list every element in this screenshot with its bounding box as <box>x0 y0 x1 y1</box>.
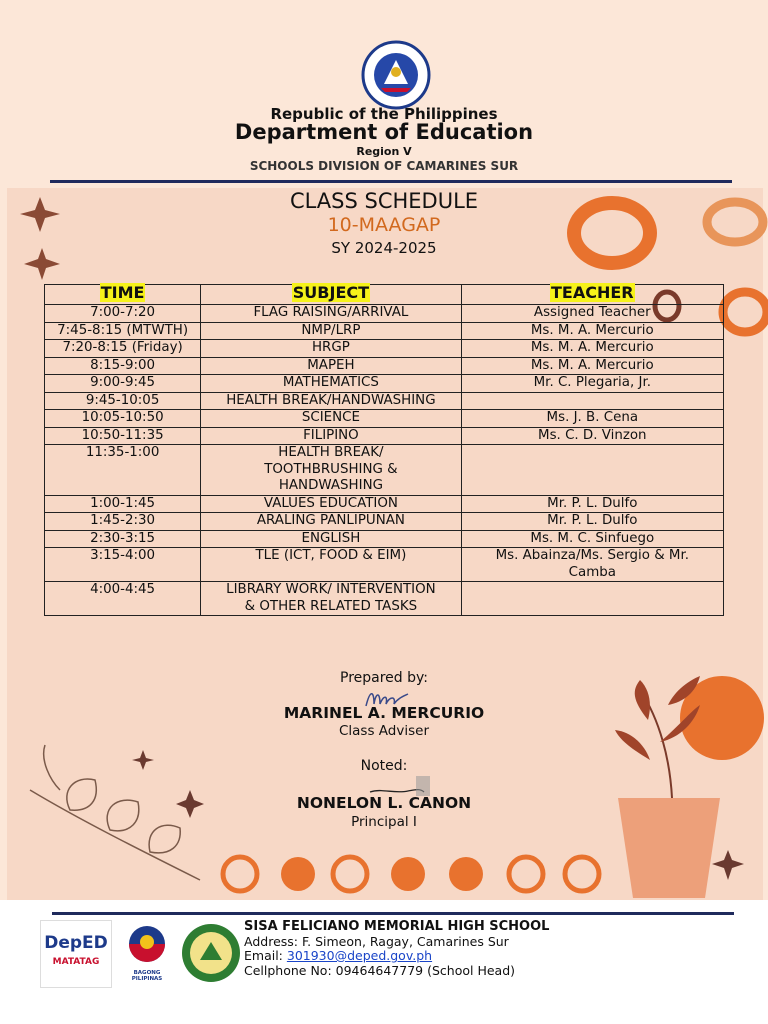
teacher-cell: Ms. J. B. Cena <box>461 410 723 428</box>
column-header-time: TIME <box>45 285 201 305</box>
subject-cell: TLE (ICT, FOOD & EIM) <box>201 548 461 582</box>
sun-emblem-icon <box>124 922 170 966</box>
subject-cell: VALUES EDUCATION <box>201 495 461 513</box>
division-text: SCHOOLS DIVISION OF CAMARINES SUR <box>249 159 519 173</box>
teacher-cell <box>461 445 723 496</box>
column-header-subject: SUBJECT <box>201 285 461 305</box>
table-row <box>45 548 724 582</box>
time-cell: 9:00-9:45 <box>45 375 201 393</box>
email-link[interactable]: 301930@deped.gov.ph <box>286 948 433 963</box>
school-name: SISA FELICIANO MEMORIAL HIGH SCHOOL <box>244 919 550 934</box>
table-row <box>45 410 724 428</box>
table-row <box>45 375 724 393</box>
time-cell: 1:00-1:45 <box>45 495 201 513</box>
teacher-cell <box>461 582 723 616</box>
bagong-pilipinas-logo: BAGONG PILIPINAS <box>118 920 176 986</box>
teacher-cell: Ms. M. A. Mercurio <box>461 340 723 358</box>
teacher-cell <box>461 392 723 410</box>
school-address: Address: F. Simeon, Ragay, Camarines Sur <box>244 933 509 949</box>
table-row <box>45 582 724 616</box>
time-cell: 9:45-10:05 <box>45 392 201 410</box>
time-cell: 8:15-9:00 <box>45 357 201 375</box>
table-row <box>45 530 724 548</box>
deped-seal-icon <box>361 40 431 110</box>
table-row <box>45 340 724 358</box>
table-row <box>45 322 724 340</box>
subject-cell: NMP/LRP <box>201 322 461 340</box>
table-row <box>45 513 724 531</box>
subject-cell: ENGLISH <box>201 530 461 548</box>
footer-divider <box>52 912 734 915</box>
time-cell: 10:05-10:50 <box>45 410 201 428</box>
teacher-cell: Mr. C. Plegaria, Jr. <box>461 375 723 393</box>
adviser-role: Class Adviser <box>338 723 429 739</box>
time-cell: 2:30-3:15 <box>45 530 201 548</box>
teacher-cell: Ms. M. A. Mercurio <box>461 357 723 375</box>
subject-cell: MATHEMATICS <box>201 375 461 393</box>
time-cell: 1:45-2:30 <box>45 513 201 531</box>
subject-cell: HRGP <box>201 340 461 358</box>
table-row <box>45 495 724 513</box>
time-cell: 10:50-11:35 <box>45 427 201 445</box>
subject-cell: SCIENCE <box>201 410 461 428</box>
school-email: Email: 301930@deped.gov.ph <box>244 948 433 963</box>
adviser-name: MARINEL A. MERCURIO <box>283 704 485 722</box>
teacher-cell: Ms. C. D. Vinzon <box>461 427 723 445</box>
teacher-cell: Assigned Teacher <box>461 305 723 323</box>
teacher-cell: Mr. P. L. Dulfo <box>461 495 723 513</box>
table-row <box>45 357 724 375</box>
table-row <box>45 427 724 445</box>
subject-cell: HEALTH BREAK/ TOOTHBRUSHING & HANDWASHING <box>201 445 461 496</box>
column-header-teacher: TEACHER <box>461 285 723 305</box>
time-cell: 3:15-4:00 <box>45 548 201 582</box>
time-cell: 7:00-7:20 <box>45 305 201 323</box>
deped-matatag-logo: DepED MATATAG <box>40 920 112 988</box>
teacher-cell: Ms. M. A. Mercurio <box>461 322 723 340</box>
school-info <box>244 920 549 978</box>
noted-label: Noted: <box>360 758 408 774</box>
time-cell: 7:45-8:15 (MTWTH) <box>45 322 201 340</box>
department-title: Department of Education <box>234 120 534 144</box>
section-name: 10-MAAGAP <box>327 214 441 236</box>
subject-cell: HEALTH BREAK/HANDWASHING <box>201 392 461 410</box>
subject-cell: MAPEH <box>201 357 461 375</box>
region-text: Region V <box>356 145 412 158</box>
table-row <box>45 392 724 410</box>
prepared-by-label: Prepared by: <box>340 670 428 686</box>
republic-text: Republic of the Philippines <box>270 105 498 123</box>
time-cell: 7:20-8:15 (Friday) <box>45 340 201 358</box>
time-cell: 4:00-4:45 <box>45 582 201 616</box>
table-row <box>45 445 724 496</box>
time-cell: 11:35-1:00 <box>45 445 201 496</box>
principal-name: NONELON L. CANON <box>296 794 472 812</box>
header-divider <box>50 180 732 183</box>
school-year: SY 2024-2025 <box>331 239 437 257</box>
table-header-row <box>45 285 724 305</box>
school-phone: Cellphone No: 09464647779 (School Head) <box>244 962 516 978</box>
teacher-cell: Ms. Abainza/Ms. Sergio & Mr. Camba <box>461 548 723 582</box>
subject-cell: FLAG RAISING/ARRIVAL <box>201 305 461 323</box>
subject-cell: FILIPINO <box>201 427 461 445</box>
schedule-title: CLASS SCHEDULE <box>289 189 479 213</box>
teacher-cell: Mr. P. L. Dulfo <box>461 513 723 531</box>
subject-cell: ARALING PANLIPUNAN <box>201 513 461 531</box>
principal-role: Principal I <box>351 814 417 830</box>
teacher-cell: Ms. M. C. Sinfuego <box>461 530 723 548</box>
class-schedule-table <box>44 284 724 616</box>
table-row <box>45 305 724 323</box>
subject-cell: LIBRARY WORK/ INTERVENTION & OTHER RELATED TASKS <box>201 582 461 616</box>
letterhead <box>0 0 768 188</box>
school-seal-icon <box>180 920 242 986</box>
